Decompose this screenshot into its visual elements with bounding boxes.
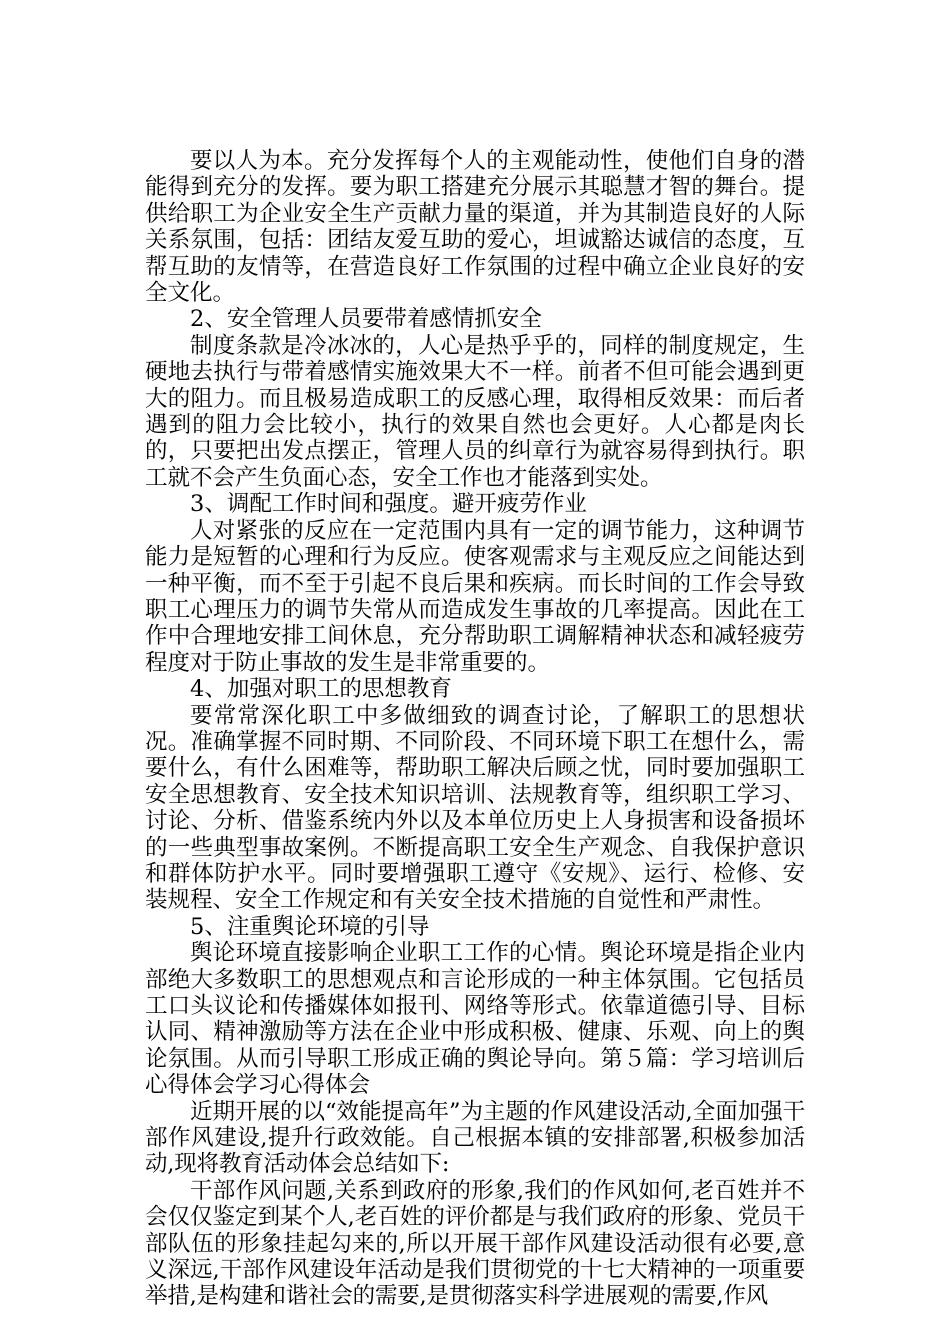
body-paragraph: 要常常深化职工中多做细致的调查讨论，了解职工的思想状况。准确掌握不同时期、不同阶段、不同环境下职工在想什么，需要什么，有什么困难等，帮助职工解决后顾之忧，同时要加强职工安全思想教育、安全技术知识培训、法规教育等，组织职工学习、讨论、分析、借鉴系统内外以及本单位历史上人身损害和设备损坏的一些典型事故案例。不断提高职工安全生产观念、自我保护意识和群体防护水平。同时要增强职工遵守《安规》、运行、检修、安装规程、安全工作规定和有关安全技术措施的自觉性和严肃性。 (145, 702, 805, 914)
body-paragraph: 近期开展的以“效能提高年”为主题的作风建设活动,全面加强干部作风建设,提升行政效能。自己根据本镇的安排部署,积极参加活动,现将教育活动体会总结如下: (145, 1098, 805, 1178)
body-paragraph: 制度条款是冷冰冰的，人心是热乎乎的，同样的制度规定，生硬地去执行与带着感情实施效果大不一样。前者不但可能会遇到更大的阻力。而且极易造成职工的反感心理，取得相反效果：而后者遇到的阻力会比较小，执行的效果自然也会更好。人心都是肉长的，只要把出发点摆正，管理人员的纠章行为就容易得到执行。职工就不会产生负面心态，安全工作也才能落到实处。 (145, 332, 805, 491)
section-heading-4: 4、加强对职工的思想教育 (190, 676, 452, 703)
document-page (145, 148, 805, 1310)
section-heading-3: 3、调配工作时间和强度。避开疲劳作业 (190, 491, 587, 518)
body-paragraph: 干部作风问题,关系到政府的形象,我们的作风如何,老百姓并不会仅仅鉴定到某个人,老百姓的评价都是与我们政府的形象、党员干部队伍的形象挂起勾来的,所以开展干部作风建设活动很有必要,意义深远,干部作风建设年活动是我们贯彻党的十七大精神的一项重要举措,是构建和谐社会的需要,是贯彻落实科学进展观的需要,作风 (145, 1177, 805, 1310)
body-paragraph: 要以人为本。充分发挥每个人的主观能动性，使他们自身的潜能得到充分的发挥。要为职工搭建充分展示其聪慧才智的舞台。提供给职工为企业安全生产贡献力量的渠道，并为其制造良好的人际关系氛围，包括：团结友爱互助的爱心，坦诚豁达诚信的态度，互帮互助的友情等，在营造良好工作氛围的过程中确立企业良好的安全文化。 (145, 148, 805, 307)
section-heading-5: 5、注重舆论环境的引导 (190, 913, 430, 940)
body-paragraph: 舆论环境直接影响企业职工工作的心情。舆论环境是指企业内部绝大多数职工的思想观点和言论形成的一种主体氛围。它包括员工口头议论和传播媒体如报刊、网络等形式。依靠道德引导、目标认同、精神激励等方法在企业中形成积极、健康、乐观、向上的舆论氛围。从而引导职工形成正确的舆论导向。第５篇：学习培训后心得体会学习心得体会 (145, 940, 805, 1099)
section-heading-2: 2、安全管理人员要带着感情抓安全 (190, 306, 542, 333)
body-paragraph: 人对紧张的反应在一定范围内具有一定的调节能力，这种调节能力是短暂的心理和行为反应。使客观需求与主观反应之间能达到一种平衡，而不至于引起不良后果和疾病。而长时间的工作会导致职工心理压力的调节失常从而造成发生事故的几率提高。因此在工作中合理地安排工间休息，充分帮助职工调解精神状态和减轻疲劳程度对于防止事故的发生是非常重要的。 (145, 517, 805, 676)
